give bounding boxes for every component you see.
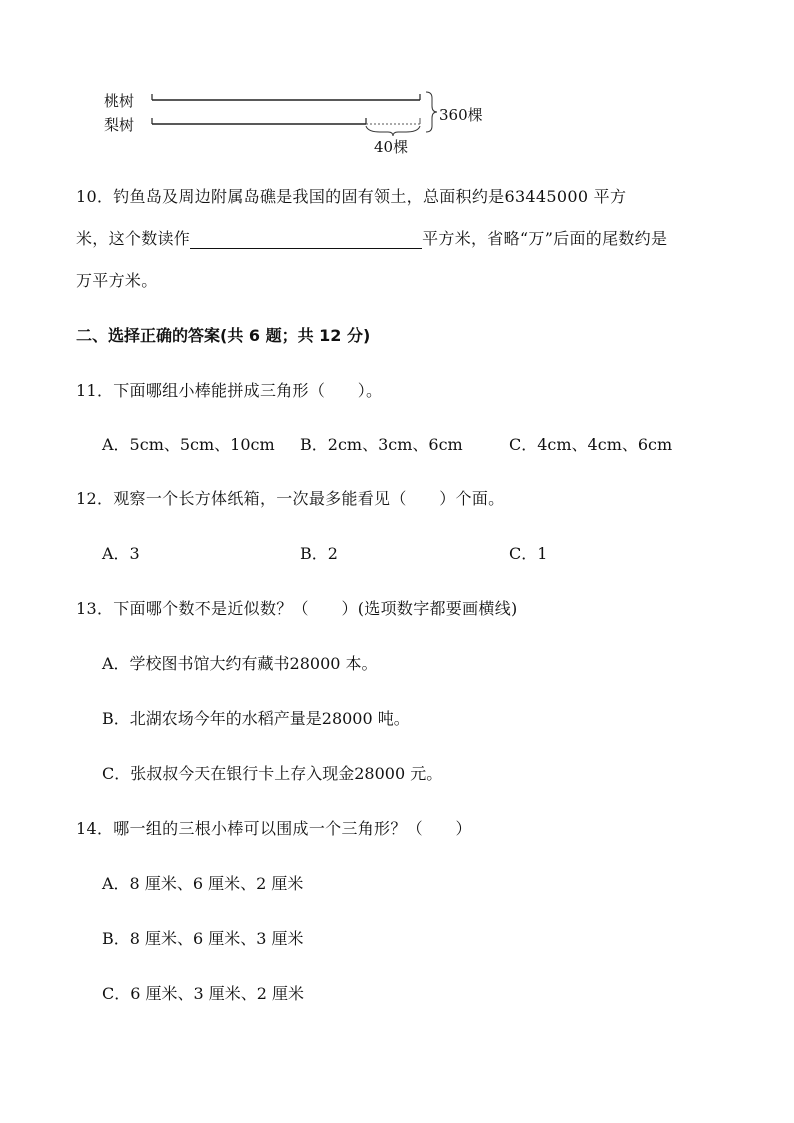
q14-option-a[interactable]: A．8 厘米、6 厘米、2 厘米 [102,874,304,893]
q13-option-c[interactable]: C．张叔叔今天在银行卡上存入现金28000 元。 [102,764,443,783]
q14-stem: 14．哪一组的三根小棒可以围成一个三角形？（ ） [76,819,472,838]
q12-option-a[interactable]: A．3 [102,544,140,563]
q10-line2 [76,226,667,249]
q10-line3: 万平方米。 [76,271,158,290]
q13-option-b[interactable]: B．北湖农场今年的水稻产量是28000 吨。 [102,709,410,728]
pear-tree-label: 梨树 [104,116,135,134]
q13-option-a[interactable]: A．学校图书馆大约有藏书28000 本。 [102,654,378,673]
q12-option-c[interactable]: C．1 [509,544,548,563]
q14-option-b[interactable]: B．8 厘米、6 厘米、3 厘米 [102,929,304,948]
q11-option-b[interactable]: B．2cm、3cm、6cm [300,435,463,454]
difference-label: 40棵 [374,138,409,156]
q10-answer-blank-reading[interactable] [190,229,422,249]
line-segment-diagram [100,86,500,158]
q14-option-c[interactable]: C．6 厘米、3 厘米、2 厘米 [102,984,305,1003]
section-title: 二、选择正确的答案(共 6 题；共 12 分) [76,326,371,345]
peach-tree-label: 桃树 [104,92,135,110]
q10-line2-end: 平方米，省略“万”后面的尾数约是 [422,229,668,248]
q13-stem: 13．下面哪个数不是近似数？（ ）(选项数字都要画横线) [76,599,518,618]
q11-option-c[interactable]: C．4cm、4cm、6cm [509,435,673,454]
q11-stem: 11．下面哪组小棒能拼成三角形（ ）。 [76,381,383,400]
q10-line2-start: 米，这个数读作 [76,229,191,248]
q12-stem: 12．观察一个长方体纸箱，一次最多能看见（ ）个面。 [76,489,505,508]
total-label: 360棵 [439,106,483,124]
q12-option-b[interactable]: B．2 [300,544,338,563]
q11-option-a[interactable]: A．5cm、5cm、10cm [102,435,275,454]
q10-line1: 10．钓鱼岛及周边附属岛礁是我国的固有领土，总面积约是63445000 平方 [76,187,627,206]
